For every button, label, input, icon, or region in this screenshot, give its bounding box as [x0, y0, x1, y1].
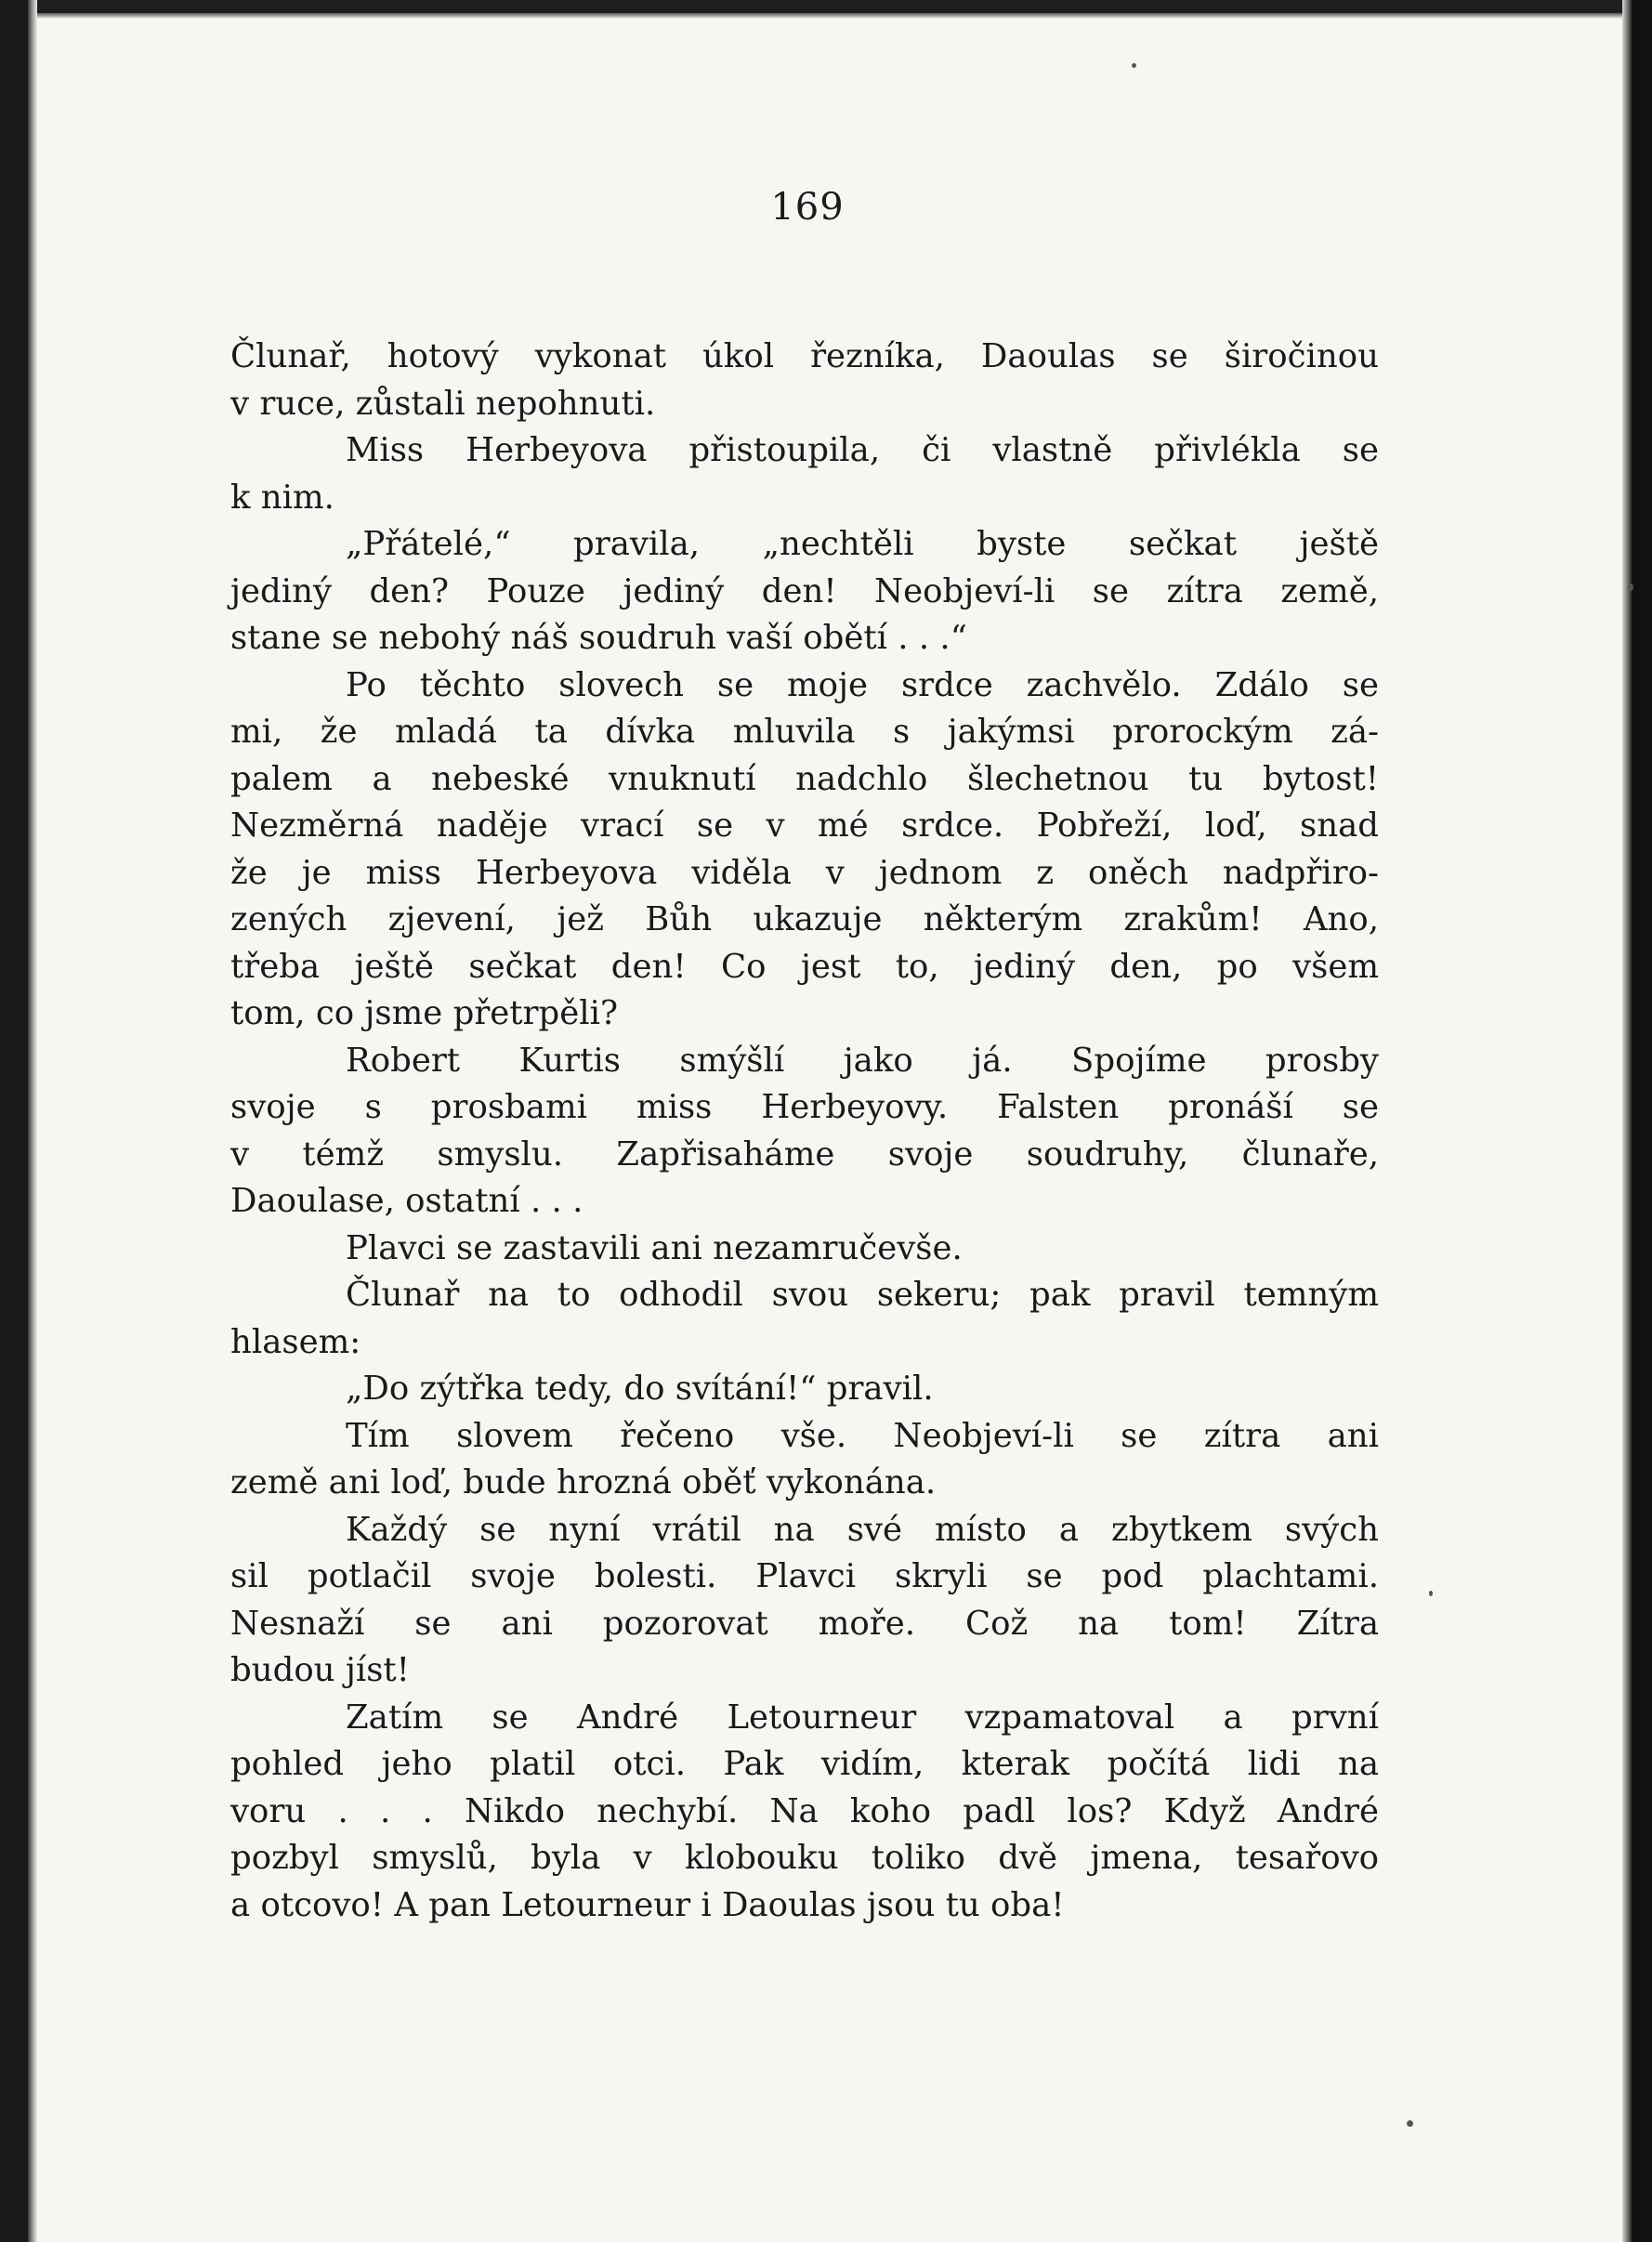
text-line: mi, že mladá ta dívka mluvila s jakýmsi prorockým zá- [230, 713, 1379, 751]
text-line: k nim. [230, 478, 334, 517]
scan-top-shadow [37, 13, 1622, 19]
dust-speck [1407, 2120, 1413, 2127]
text-line: zených zjevení, jež Bůh ukazuje některým zrakům! Ano, [230, 900, 1379, 938]
text-line: tom, co jsme přetrpěli? [230, 994, 619, 1032]
text-line: Plavci se zastavili ani nezamručevše. [346, 1228, 963, 1267]
text-line: „Přátelé,“ pravila, „nechtěli byste sečkat ještě [346, 525, 1379, 563]
text-line: a otcovo! A pan Letourneur i Daoulas jsou tu oba! [230, 1885, 1065, 1924]
dust-speck [1628, 583, 1633, 591]
text-line: Robert Kurtis smýšlí jako já. Spojíme prosby [346, 1041, 1379, 1080]
text-line: stane se nebohý náš soudruh vaší obětí . . .“ [230, 619, 967, 657]
scan-top-edge [0, 0, 1652, 13]
binding-shadow [28, 0, 37, 2242]
text-line: třeba ještě sečkat den! Co jest to, jediný den, po všem [230, 947, 1379, 986]
scan-right-edge [1632, 0, 1652, 2242]
text-line: Po těchto slovech se moje srdce zachvělo. Zdálo se [346, 665, 1379, 704]
text-line: voru . . . Nikdo nechybí. Na koho padl los? Když André [230, 1791, 1379, 1830]
text-line: budou jíst! [230, 1651, 410, 1689]
dust-speck [1429, 1591, 1433, 1596]
text-line: „Do zýtřka tedy, do svítání!“ pravil. [346, 1370, 934, 1408]
page-number: 169 [770, 186, 845, 229]
text-line: že je miss Herbeyova viděla v jednom z oněch nadpřiro- [230, 853, 1379, 892]
text-line: Nesnaží se ani pozorovat moře. Což na tom! Zítra [230, 1604, 1379, 1643]
text-line: Miss Herbeyova přistoupila, či vlastně přivlékla se [346, 431, 1379, 469]
text-line: v ruce, zůstali nepohnuti. [230, 384, 656, 423]
text-line: Člunař, hotový vykonat úkol řezníka, Daoulas se širočinou [230, 337, 1379, 375]
text-line: v témž smyslu. Zapřisaháme svoje soudruhy, člunaře, [230, 1134, 1379, 1173]
text-line: sil potlačil svoje bolesti. Plavci skryli se pod plachtami. [230, 1557, 1379, 1595]
dust-speck [1132, 63, 1136, 68]
scan-right-shadow [1622, 0, 1632, 2242]
book-binding-edge [0, 0, 28, 2242]
body-text [230, 334, 1379, 1929]
text-line: hlasem: [230, 1322, 361, 1361]
text-line: Daoulase, ostatní . . . [230, 1182, 583, 1220]
text-line: Člunař na to odhodil svou sekeru; pak pravil temným [346, 1276, 1379, 1314]
text-line: svoje s prosbami miss Herbeyovy. Falsten pronáší se [230, 1088, 1379, 1126]
text-line: pohled jeho platil otci. Pak vidím, kterak počítá lidi na [230, 1745, 1379, 1783]
text-line: Tím slovem řečeno vše. Neobjeví-li se zítra ani [346, 1416, 1379, 1455]
text-line: Zatím se André Letourneur vzpamatoval a první [346, 1698, 1379, 1737]
text-line: pozbyl smyslů, byla v klobouku toliko dvě jmena, tesařovo [230, 1839, 1379, 1877]
text-line: Každý se nyní vrátil na své místo a zbytkem svých [346, 1510, 1379, 1549]
text-line: Nezměrná naděje vrací se v mé srdce. Pobřeží, loď, snad [230, 806, 1379, 845]
text-line: jediný den? Pouze jediný den! Neobjeví-li se zítra země, [230, 571, 1379, 610]
text-line: země ani loď, bude hrozná oběť vykonána. [230, 1463, 937, 1501]
text-line: palem a nebeské vnuknutí nadchlo šlechetnou tu bytost! [230, 759, 1379, 798]
